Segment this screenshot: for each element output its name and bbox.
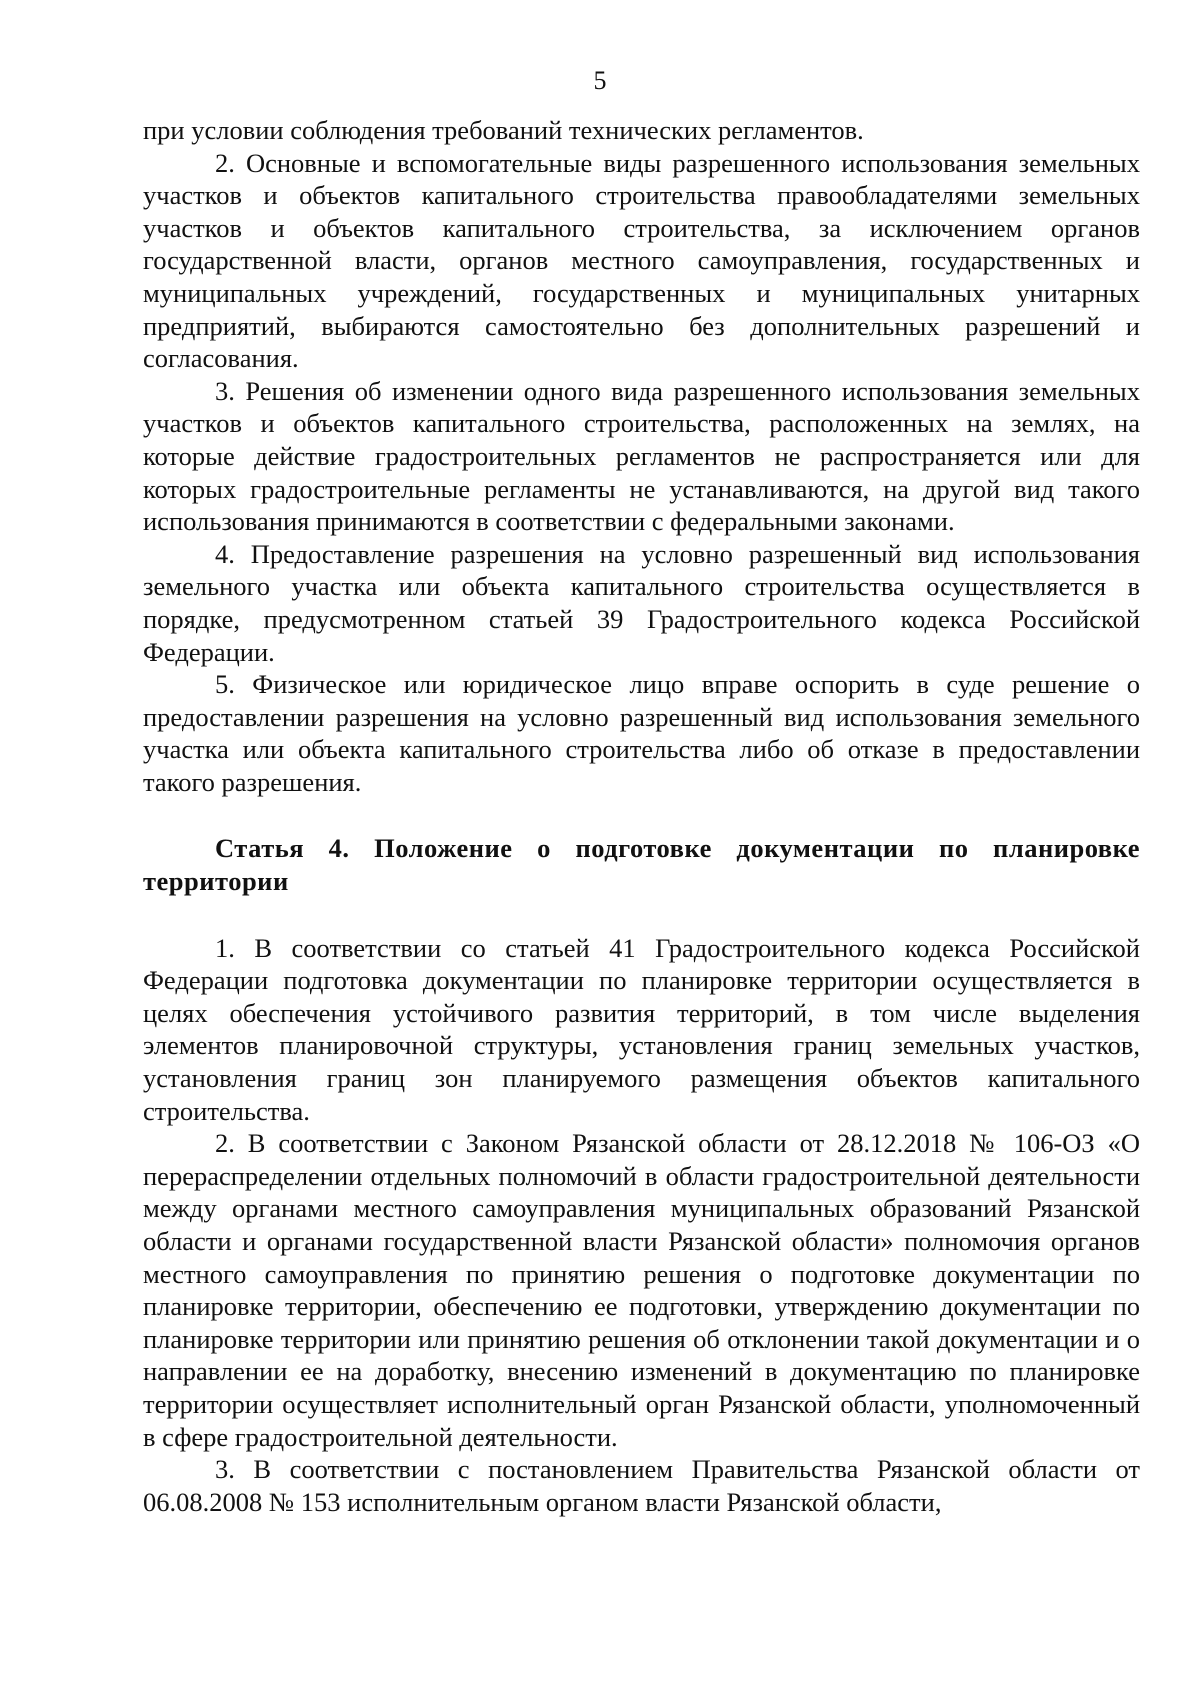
paragraph-item-2: 2. Основные и вспомогательные виды разрешенного использования земельных участков и объектов капитального строительства правообладателями земельных участков и объектов капитального строительства, за исключением органов государственной власти, органов местного самоуправления, государственных и муниципальных учреждений, государственных и муниципальных унитарных предприятий, выбираются самостоятельно без дополнительных разрешений и согласования. bbox=[143, 147, 1140, 374]
paragraph-item-5: 5. Физическое или юридическое лицо вправе оспорить в суде решение о предоставлении разрешения на условно разрешенный вид использования земельного участка или объекта капитального строительства либо об отказе в предоставлении такого разрешения. bbox=[143, 669, 1140, 797]
page-number: 5 bbox=[593, 66, 607, 95]
paragraph-item-3: 3. Решения об изменении одного вида разрешенного использования земельных участков и объектов капитального строительства, расположенных на землях, на которые действие градостроительных регламентов не распространяется или для которых градостроительные регламенты не устанавливаются, на другой вид такого использования принимаются в соответствии с федеральными законами. bbox=[143, 375, 1140, 537]
spacer bbox=[143, 898, 1140, 932]
article4-paragraph-1: 1. В соответствии со статьей 41 Градостроительного кодекса Российской Федерации подготовка документации по планировке территории осуществляется в целях обеспечения устойчивого развития территорий, в том числе выделения элементов планировочной структуры, установления границ земельных участков, установления границ зон планируемого размещения объектов капитального строительства. bbox=[143, 932, 1140, 1126]
article4-paragraph-3: 3. В соответствии с постановлением Правительства Рязанской области от 06.08.2008 № 153 исполнительным органом власти Рязанской области, bbox=[143, 1454, 1140, 1517]
article-heading: Статья 4. Положение о подготовке документации по планировке территории bbox=[143, 833, 1140, 897]
paragraph-item-4: 4. Предоставление разрешения на условно разрешенный вид использования земельного участка или объекта капитального строительства осуществляется в порядке, предусмотренном статьей 39 Градостроительного кодекса Российской Федерации. bbox=[143, 538, 1140, 667]
document-body bbox=[143, 114, 1140, 1518]
spacer bbox=[143, 798, 1140, 832]
paragraph-continuation: при условии соблюдения требований технических регламентов. bbox=[143, 115, 864, 145]
article4-paragraph-2: 2. В соответствии с Законом Рязанской области от 28.12.2018 № 106-ОЗ «О перераспределении отдельных полномочий в области градостроительной деятельности между органами местного самоуправления муниципальных образований Рязанской области и органами государственной власти Рязанской области» полномочия органов местного самоуправления по принятию решения о подготовке документации по планировке территории, обеспечению ее подготовки, утверждению документации по планировке территории или принятию решения об отклонении такой документации и о направлении ее на доработку, внесению изменений в документацию по планировке территории осуществляет исполнительный орган Рязанской области, уполномоченный в сфере градостроительной деятельности. bbox=[143, 1128, 1140, 1452]
